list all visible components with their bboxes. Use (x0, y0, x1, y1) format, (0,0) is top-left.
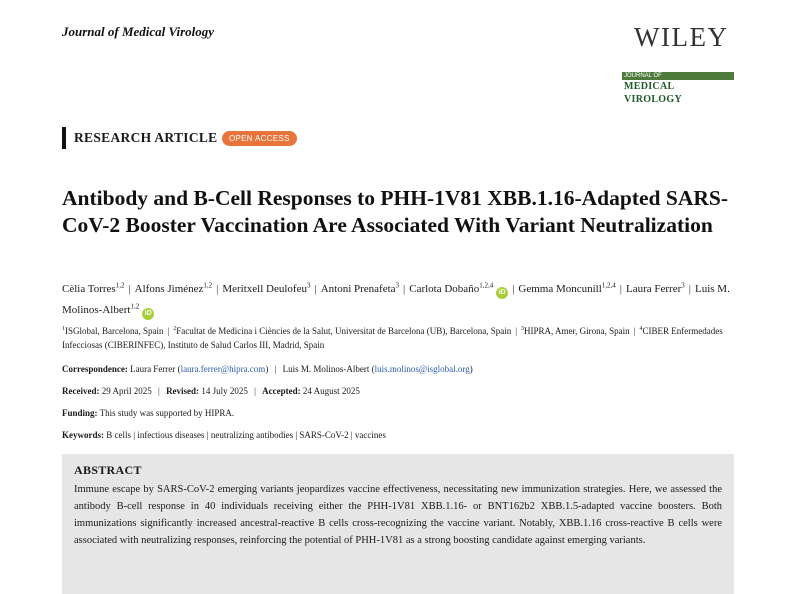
funding-label: Funding: (62, 408, 98, 418)
publisher-logo[interactable]: WILEY (634, 22, 729, 52)
author[interactable]: Gemma Moncunill$^{1,2,4}$ (518, 281, 616, 295)
keywords-label: Keywords: (62, 430, 104, 440)
orcid-icon[interactable]: iD (142, 308, 154, 320)
received-date: 29 April 2025 (101, 386, 152, 396)
funding-text: This study was supported by HIPRA. (99, 408, 235, 418)
author-affiliation-ref: 1,2,4 (601, 281, 616, 289)
keywords (62, 429, 742, 441)
author-affiliation-ref: 1,2 (115, 281, 125, 289)
author[interactable]: Carlota Dobaño$^{1,2,4}$iD (409, 283, 508, 295)
keyword-separator: | (348, 430, 355, 440)
keyword[interactable]: infectious diseases (137, 430, 205, 440)
abstract-text: Immune escape by SARS-CoV-2 emerging variants jeopardizes vaccine effectiveness, necessitating new immunization strategies. Here, we assessed the antibody B-cell response in 40 individuals receiving either the PHH-1V81 XBB.1.16- or BNT162b2 XBB.1.5-adapted vaccine boosters. Both immunizations significantly increased ancestral-reactive B cells cross-recognizing the vaccine variant. Notably, XBB.1.16 cross-reactive B cells were associated with neutralizing responses, reinforcing the potential of PHH-1V81 as a strong boosting candidate against emerging variants. (74, 484, 722, 546)
author[interactable]: Antoni Prenafeta$^3$ (320, 281, 400, 295)
author-affiliation-ref: 1,2 (203, 281, 213, 289)
dates: Received: 29 April 2025 | Revised: 14 July 2025 | Accepted: 24 August 2025 (62, 386, 360, 396)
keyword-separator: | (204, 430, 211, 440)
author-affiliation-ref: 1,2,4 (479, 281, 494, 289)
accepted-label: Accepted: (262, 386, 301, 396)
correspondence-name-1: Laura Ferrer (130, 364, 176, 374)
affiliation: $^1$ISGlobal, Barcelona, Spain (62, 326, 164, 336)
keyword-list (106, 430, 386, 440)
author[interactable]: Meritxell Deulofeu$^3$ (222, 281, 311, 295)
keyword-separator: | (293, 430, 300, 440)
author[interactable]: Luis M. Molinos-Albert$^{1,2}$iD (62, 283, 730, 317)
correspondence-name-2: Luis M. Molinos-Albert (282, 364, 370, 374)
article-type: RESEARCH ARTICLE (74, 130, 218, 145)
author-affiliation-ref: 3 (395, 281, 400, 289)
keyword[interactable]: B cells (106, 430, 131, 440)
correspondence: Correspondence: Laura Ferrer (laura.ferrer@hipra.com) | Luis M. Molinos-Albert (luis.molinos@isglobal.org) (62, 364, 473, 374)
author-affiliation-ref: 3 (681, 281, 685, 289)
correspondence-email-1[interactable]: laura.ferrer@hipra.com (180, 364, 266, 374)
author-separator: | (314, 282, 317, 295)
correspondence-label: Correspondence: (62, 364, 128, 374)
affiliation-separator: | (515, 326, 518, 336)
journal-logo[interactable] (622, 72, 734, 106)
affiliation: $^4$CIBER Enfermedades Infecciosas (CIBERINFEC), Instituto de Salud Carlos III, Madrid, Spain (62, 326, 723, 350)
keyword[interactable]: vaccines (354, 430, 386, 440)
author-separator: | (688, 282, 691, 295)
author-affiliation-ref: 3 (306, 281, 311, 289)
revised-label: Revised: (166, 386, 200, 396)
accepted-date: 24 August 2025 (302, 386, 360, 396)
affiliation: $^3$HIPRA, Amer, Girona, Spain (521, 326, 630, 336)
journal-logo-text: MEDICAL VIROLOGY (624, 81, 682, 105)
affiliation-separator: | (167, 326, 170, 336)
author[interactable]: Alfons Jiménez$^{1,2}$ (134, 281, 213, 295)
keyword[interactable]: neutralizing antibodies (210, 430, 294, 440)
author-separator: | (403, 282, 406, 295)
journal-name: Journal of Medical Virology (62, 24, 215, 39)
article-type-marker (62, 127, 66, 149)
article-title: Antibody and B-Cell Responses to PHH-1V81 XBB.1.16-Adapted SARS-CoV-2 Booster Vaccination Are Associated With Variant Neutralization (62, 186, 728, 237)
author-affiliation-ref: 1,2 (130, 302, 140, 311)
orcid-icon[interactable]: iD (496, 287, 508, 299)
journal-logo-top: JOURNAL OF (622, 72, 734, 80)
author[interactable]: Laura Ferrer$^3$ (626, 281, 685, 295)
open-access-badge[interactable]: OPEN ACCESS (222, 131, 297, 146)
received-label: Received: (62, 386, 100, 396)
author-separator: | (216, 282, 219, 295)
correspondence-email-2[interactable]: luis.molinos@isglobal.org (374, 364, 470, 374)
affiliation: $^2$Facultat de Medicina i Ciències de la Salut, Universitat de Barcelona (UB), Barcelona, Spain (173, 326, 512, 336)
revised-date: 14 July 2025 (201, 386, 248, 396)
keyword[interactable]: SARS-CoV-2 (299, 430, 349, 440)
affiliation-separator: | (633, 326, 636, 336)
author-separator: | (128, 282, 131, 295)
keyword-separator: | (131, 430, 138, 440)
affiliations (62, 322, 742, 352)
author-separator: | (512, 282, 515, 295)
author[interactable]: Cèlia Torres$^{1,2}$ (62, 281, 125, 295)
funding (62, 407, 742, 419)
author-list (62, 277, 742, 320)
abstract-heading: ABSTRACT (74, 463, 142, 477)
author-separator: | (619, 282, 622, 295)
